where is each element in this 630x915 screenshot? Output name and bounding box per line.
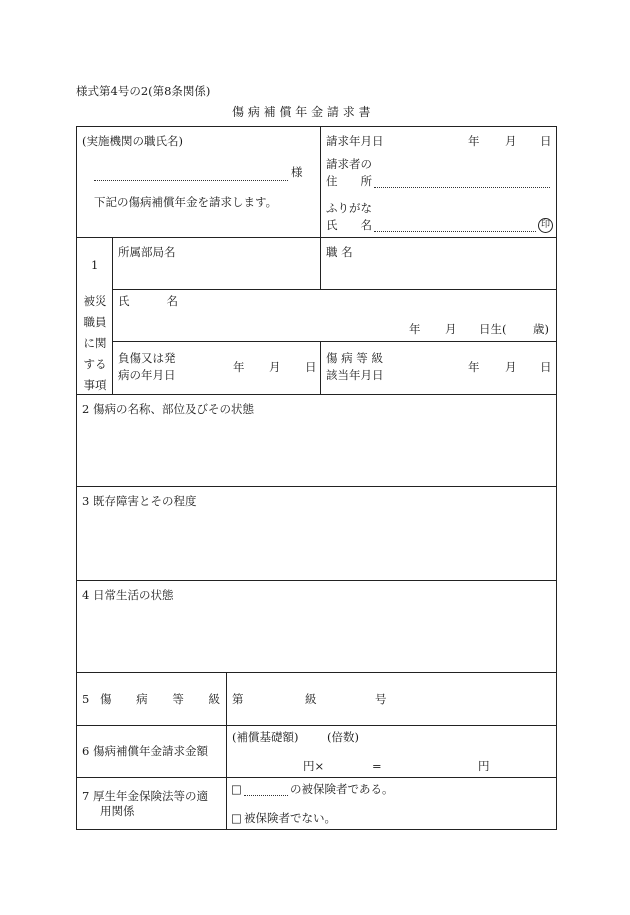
- grade-go: 号: [375, 692, 387, 706]
- grade-date-label-2: 該当年月日: [326, 368, 384, 382]
- grade-kyu: 級: [305, 692, 317, 706]
- section-1-vertical-label: 被災 職員 に関 する 事項: [83, 294, 107, 392]
- not-insured-checkbox[interactable]: □: [231, 811, 242, 825]
- injury-date-month: 月: [269, 360, 281, 374]
- injury-date-label-2: 病の年月日: [118, 368, 176, 382]
- insured-checkbox[interactable]: □: [231, 782, 242, 796]
- request-date-day: 日: [540, 134, 552, 148]
- base-amount-label: (補償基礎額): [232, 730, 299, 744]
- section-1-number: 1: [91, 258, 99, 272]
- request-date-year: 年: [468, 134, 480, 148]
- agency-name-field[interactable]: [94, 180, 288, 181]
- request-date-month: 月: [505, 134, 517, 148]
- form-title: 傷 病 補 償 年 金 請 求 書: [232, 105, 371, 119]
- claimant-address-label-1: 請求者の: [326, 157, 372, 171]
- grade-date-label-1: 傷 病 等 級: [326, 351, 383, 365]
- injury-date-label-1: 負傷又は発: [118, 351, 176, 365]
- section-7-label-2: 用関係: [100, 804, 135, 818]
- insurance-law-field[interactable]: [244, 795, 288, 796]
- grade-date-year: 年: [468, 360, 480, 374]
- grade-dai: 第: [232, 692, 244, 706]
- equals-sign: =: [372, 759, 382, 773]
- request-date-label: 請求年月日: [326, 134, 384, 148]
- birth-year: 年: [409, 322, 421, 336]
- claimant-address-label-2: 住 所: [326, 174, 372, 188]
- age-label: 歳): [533, 322, 549, 336]
- yen-total: 円: [478, 759, 490, 773]
- claimant-name-label: 氏 名: [326, 218, 372, 232]
- seal-mark-icon: 印: [538, 218, 553, 233]
- honorific-sama: 様: [291, 165, 303, 179]
- department-label: 所属部局名: [118, 245, 176, 259]
- section-3-label: 3 既存障害とその程度: [82, 494, 197, 508]
- insured-option-label: の被保険者である。: [290, 782, 394, 796]
- section-4-label: 4 日常生活の状態: [82, 588, 174, 602]
- injury-date-year: 年: [233, 360, 245, 374]
- request-sentence: 下記の傷病補償年金を請求します。: [94, 195, 278, 209]
- claimant-address-field[interactable]: [374, 187, 550, 188]
- form-number: 様式第4号の2(第8条関係): [76, 84, 211, 98]
- section-6-label: 6 傷病補償年金請求金額: [82, 744, 208, 758]
- birth-day-label: 日生(: [479, 322, 507, 336]
- claimant-name-field[interactable]: [374, 231, 536, 232]
- section-7-label-1: 7 厚生年金保険法等の適: [82, 789, 208, 803]
- agency-label: (実施機関の職氏名): [82, 134, 183, 148]
- post-label: 職 名: [326, 245, 353, 259]
- yen-times: 円×: [303, 759, 325, 773]
- section-5-number: 5: [82, 692, 90, 706]
- not-insured-option-label: 被保険者でない。: [244, 811, 336, 825]
- grade-date-day: 日: [540, 360, 552, 374]
- multiplier-label: (倍数): [327, 730, 359, 744]
- furigana-label: ふりがな: [326, 201, 372, 215]
- grade-date-month: 月: [505, 360, 517, 374]
- section-2-label: 2 傷病の名称、部位及びその状態: [82, 402, 254, 416]
- section-5-label: 傷 病 等 級: [100, 692, 220, 706]
- employee-name-label: 氏 名: [118, 294, 178, 308]
- birth-month: 月: [445, 322, 457, 336]
- injury-date-day: 日: [305, 360, 317, 374]
